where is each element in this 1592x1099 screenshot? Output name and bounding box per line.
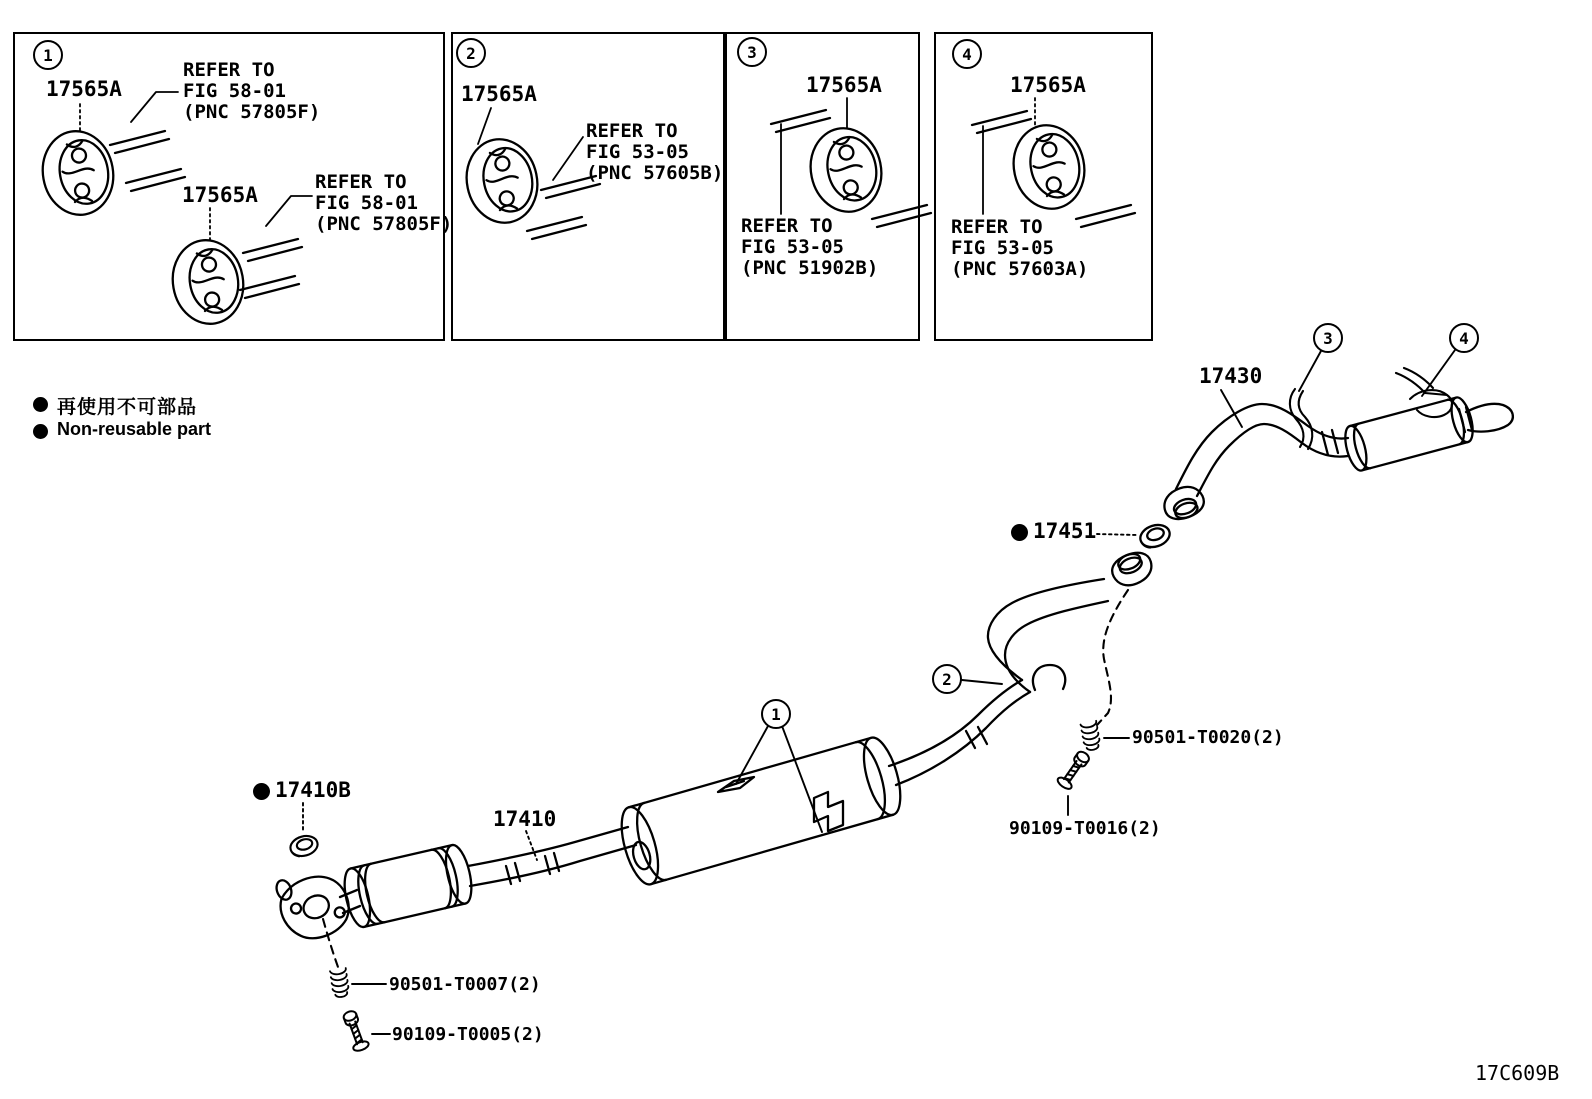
part-label-17565A-1a: 17565A bbox=[46, 77, 122, 101]
refer-note-1a bbox=[183, 60, 320, 123]
legend-english: Non-reusable part bbox=[57, 419, 212, 439]
refer-note-line: REFER TO bbox=[315, 171, 407, 193]
refer-note-3 bbox=[741, 216, 878, 279]
part-label-17565A-2: 17565A bbox=[461, 82, 537, 106]
refer-note-4 bbox=[951, 217, 1088, 280]
part-label-90109-T0016: 90109-T0016(2) bbox=[1009, 818, 1161, 839]
part-label-17451: 17451 bbox=[1033, 519, 1097, 543]
refer-note-2 bbox=[586, 121, 723, 184]
part-label-17410: 17410 bbox=[493, 807, 557, 831]
part-label-17565A-4: 17565A bbox=[1010, 73, 1086, 97]
callout-1: 1 bbox=[761, 699, 791, 729]
part-label-90501-T0020: 90501-T0020(2) bbox=[1132, 727, 1284, 748]
center-pipe-rear-section bbox=[889, 579, 1108, 785]
figure-code: 17C609B bbox=[1475, 1061, 1560, 1085]
inset-number-4: 4 bbox=[952, 39, 982, 69]
gasket-17451-icon bbox=[1137, 521, 1172, 550]
front-flange bbox=[272, 866, 360, 949]
refer-note-line: REFER TO bbox=[586, 120, 678, 142]
part-label-17410B: 17410B bbox=[275, 778, 351, 802]
refer-note-line: REFER TO bbox=[951, 216, 1043, 238]
inset-box-2 bbox=[451, 32, 725, 341]
center-pipe-flange-cup bbox=[1108, 548, 1156, 591]
refer-note-line: (PNC 51902B) bbox=[741, 257, 879, 279]
rear-muffler bbox=[1341, 395, 1477, 473]
label-leader-lines bbox=[303, 350, 1455, 1034]
refer-note-line: (PNC 57605B) bbox=[586, 162, 724, 184]
part-label-17565A-1b: 17565A bbox=[182, 183, 258, 207]
tail-pipe bbox=[1176, 404, 1348, 496]
part-label-90109-T0005: 90109-T0005(2) bbox=[392, 1024, 544, 1045]
bolt-front-icon bbox=[341, 1009, 370, 1053]
tail-hanger-rod-3 bbox=[1290, 389, 1312, 449]
inset-number-2: 2 bbox=[456, 38, 486, 68]
part-label-17565A-3: 17565A bbox=[806, 73, 882, 97]
center-muffler bbox=[614, 734, 907, 889]
callout-2: 2 bbox=[932, 664, 962, 694]
refer-note-line: (PNC 57603A) bbox=[951, 258, 1089, 280]
refer-note-line: FIG 53-05 bbox=[586, 141, 689, 163]
catalytic-converter bbox=[340, 843, 476, 930]
inset-number-3: 3 bbox=[737, 37, 767, 67]
refer-note-line: (PNC 57805F) bbox=[183, 101, 321, 123]
non-reusable-dot bbox=[33, 397, 48, 412]
spring-front-icon bbox=[330, 968, 350, 998]
non-reusable-dot bbox=[253, 783, 270, 800]
refer-note-line: FIG 58-01 bbox=[315, 192, 418, 214]
inset-number-1: 1 bbox=[33, 40, 63, 70]
callout-3: 3 bbox=[1313, 323, 1343, 353]
part-label-17430: 17430 bbox=[1199, 364, 1263, 388]
muffler-hanger-brackets bbox=[718, 777, 843, 831]
refer-note-line: FIG 53-05 bbox=[951, 237, 1054, 259]
front-pipe bbox=[468, 827, 636, 886]
refer-note-line: REFER TO bbox=[741, 215, 833, 237]
non-reusable-dot bbox=[33, 424, 48, 439]
refer-note-1b bbox=[315, 172, 452, 235]
non-reusable-dot bbox=[1011, 524, 1028, 541]
refer-note-line: REFER TO bbox=[183, 59, 275, 81]
tail-tip bbox=[1459, 404, 1513, 432]
callout-4: 4 bbox=[1449, 323, 1479, 353]
part-label-90501-T0007: 90501-T0007(2) bbox=[389, 974, 541, 995]
legend-japanese: 再使用不可部品 bbox=[57, 396, 198, 418]
bolt-rear-icon bbox=[1056, 749, 1092, 791]
gasket-17410B-icon bbox=[288, 833, 320, 859]
refer-note-line: FIG 58-01 bbox=[183, 80, 286, 102]
refer-note-line: FIG 53-05 bbox=[741, 236, 844, 258]
refer-note-line: (PNC 57805F) bbox=[315, 213, 453, 235]
